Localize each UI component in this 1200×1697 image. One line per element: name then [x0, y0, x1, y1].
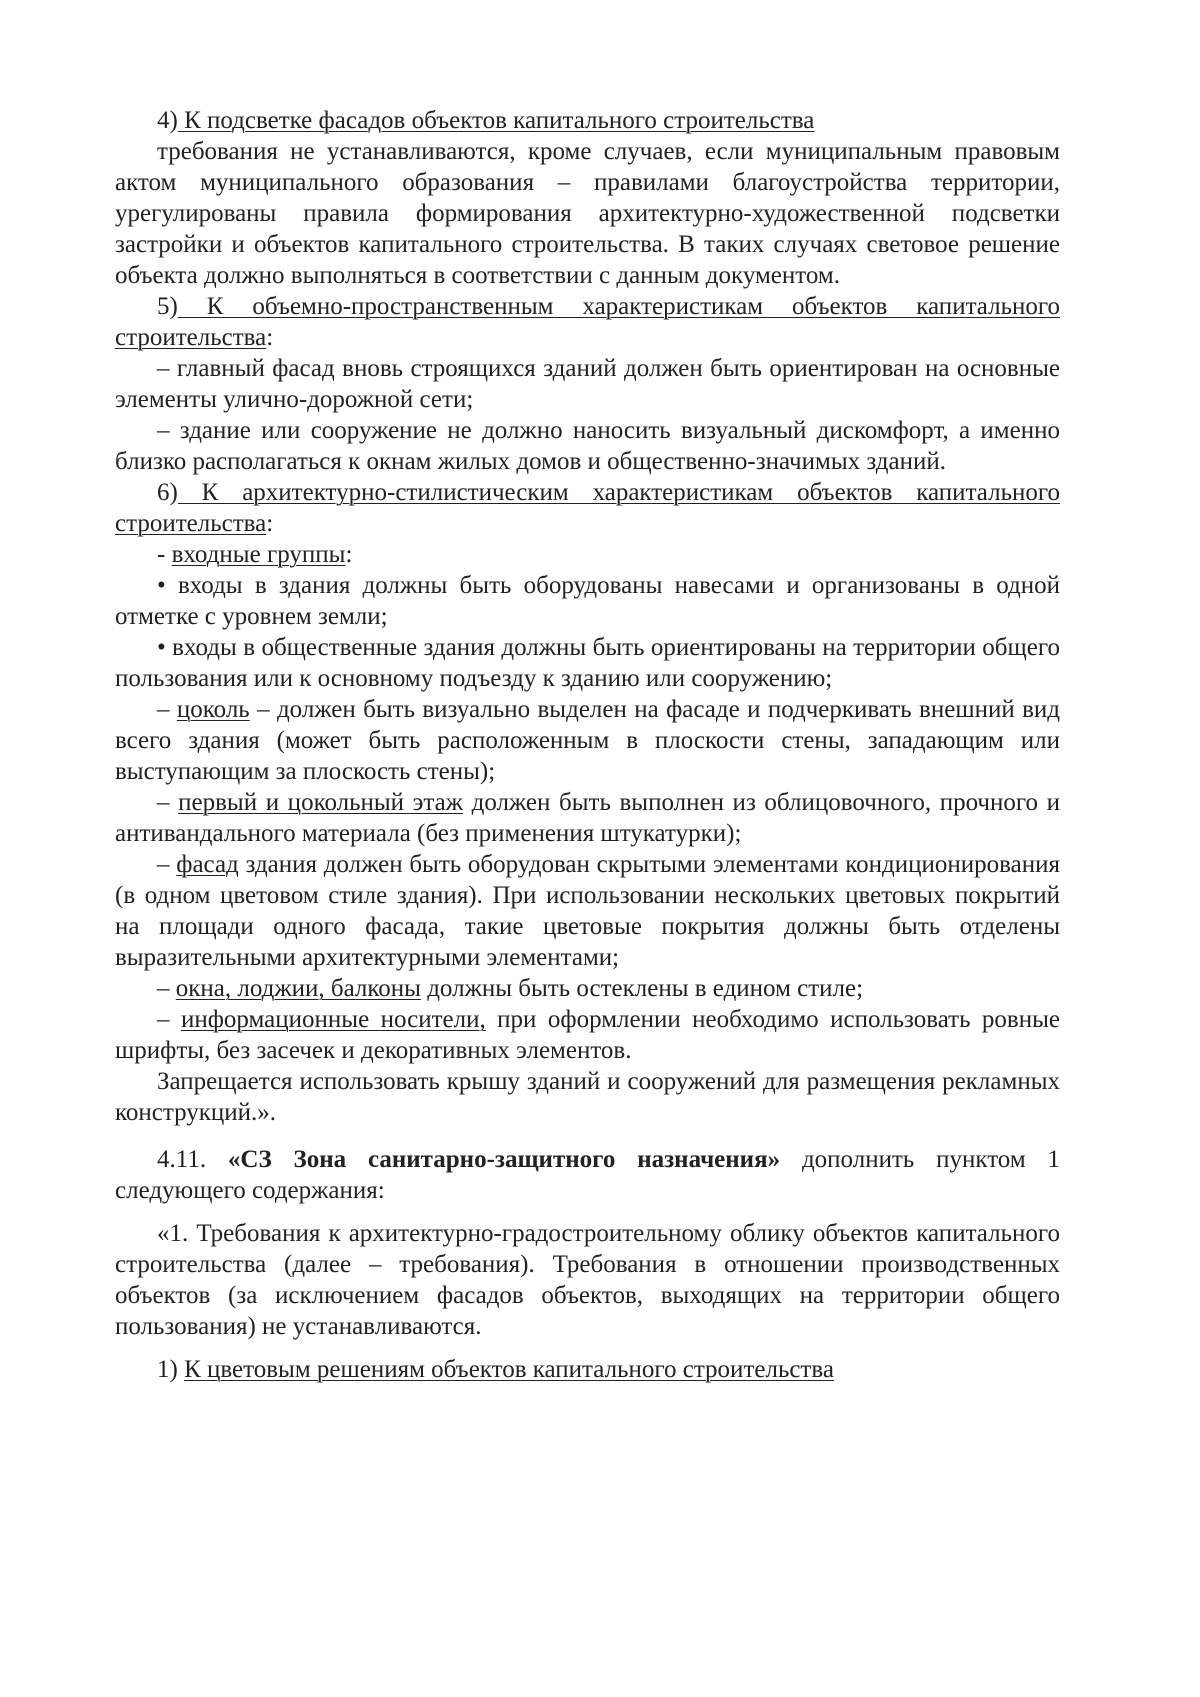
section-5-heading — [115, 291, 1060, 353]
section-4-heading — [115, 105, 1060, 136]
section-6-number: 6) — [157, 479, 178, 506]
windows-text: должны быть остеклены в едином стиле; — [420, 975, 864, 1002]
plinth-term: цоколь — [176, 696, 250, 723]
section-4-11-zone-title: «СЗ Зона санитарно-защитного назначения» — [227, 1146, 781, 1173]
info-term: информационные носители, — [180, 1006, 486, 1033]
entry-groups-line — [115, 539, 1060, 570]
plinth-item — [115, 694, 1060, 787]
facade-term: фасад — [176, 851, 239, 878]
requirements-paragraph: «1. Требования к архитектурно-градостроительному облику объектов капитального строительства (далее – требования). Требования в отношении производственных объектов (за исключением фасадов объектов, выходящих на территории общего пользования) не устанавливаются. — [115, 1220, 1060, 1340]
floor-item — [115, 787, 1060, 849]
plinth-dash: – — [157, 696, 177, 723]
bullet-item-1: • входы в здания должны быть оборудованы навесами и организованы в одной отметке с уровнем земли; — [115, 572, 1060, 630]
section-5-title: К объемно-пространственным характеристикам объектов капитального строительства — [115, 293, 1060, 351]
floor-term: первый и цокольный этаж — [178, 789, 463, 816]
color-solutions-heading — [115, 1354, 1060, 1385]
info-text: при оформлении необходимо использовать ровные шрифты, без засечек и декоративных элементов. — [115, 1006, 1060, 1064]
section-5-colon: : — [266, 324, 274, 351]
document-page — [115, 105, 1060, 1385]
color-solutions-number: 1) — [157, 1356, 185, 1383]
floor-dash: – — [157, 789, 179, 816]
section-6-heading — [115, 477, 1060, 539]
section-4-number: 4) — [157, 107, 178, 134]
floor-text: должен быть выполнен из облицовочного, прочного и антивандального материала (без применения штукатурки); — [115, 789, 1061, 847]
info-item — [115, 1004, 1060, 1066]
plinth-text: – должен быть визуально выделен на фасаде и подчеркивать внешний вид всего здания (может быть расположенным в плоскости стены, западающим или выступающим за плоскость стены); — [115, 696, 1060, 785]
section-5-item-2: – здание или сооружение не должно наносить визуальный дискомфорт, а именно близко располагаться к окнам жилых домов и общественно-значимых зданий. — [115, 417, 1060, 475]
color-solutions-title: К цветовым решениям объектов капитального строительства — [184, 1356, 834, 1383]
entry-groups-prefix: - — [157, 541, 172, 568]
facade-dash: – — [157, 851, 177, 878]
section-4-title: К подсветке фасадов объектов капитального строительства — [177, 107, 815, 134]
section-6-colon: : — [266, 510, 274, 537]
windows-term: окна, лоджии, балконы — [175, 975, 421, 1002]
facade-item — [115, 849, 1060, 973]
entry-groups-colon: : — [345, 541, 353, 568]
info-dash: – — [157, 1006, 181, 1033]
windows-item — [115, 973, 1060, 1004]
section-4-11-number: 4.11. — [157, 1146, 228, 1173]
section-4-11-paragraph — [115, 1144, 1060, 1206]
section-5-item-1: – главный фасад вновь строящихся зданий должен быть ориентирован на основные элементы улично-дорожной сети; — [115, 355, 1060, 413]
facade-text: здания должен быть оборудован скрытыми элементами кондиционирования (в одном цветовом стиле здания). При использовании нескольких цветовых покрытий на площади одного фасада, такие цветовые покрытия должны быть отделены выразительными архитектурными элементами; — [115, 851, 1060, 971]
prohibition-paragraph: Запрещается использовать крышу зданий и сооружений для размещения рекламных конструкций.». — [115, 1068, 1060, 1126]
entry-groups-title: входные группы — [171, 541, 346, 568]
section-4-body: требования не устанавливаются, кроме случаев, если муниципальным правовым актом муниципального образования – правилами благоустройства территории, урегулированы правила формирования архитектурно-художественной подсветки застройки и объектов капитального строительства. В таких случаях световое решение объекта должно выполняться в соответствии с данным документом. — [115, 138, 1060, 289]
section-6-title: К архитектурно-стилистическим характеристикам объектов капитального строительства — [115, 479, 1060, 537]
windows-dash: – — [157, 975, 176, 1002]
section-5-number: 5) — [157, 293, 178, 320]
section-4-11-text: дополнить пунктом 1 следующего содержания: — [115, 1146, 1060, 1204]
bullet-item-2: • входы в общественные здания должны быть ориентированы на территории общего пользования или к основному подъезду к зданию или сооружению; — [115, 634, 1060, 692]
